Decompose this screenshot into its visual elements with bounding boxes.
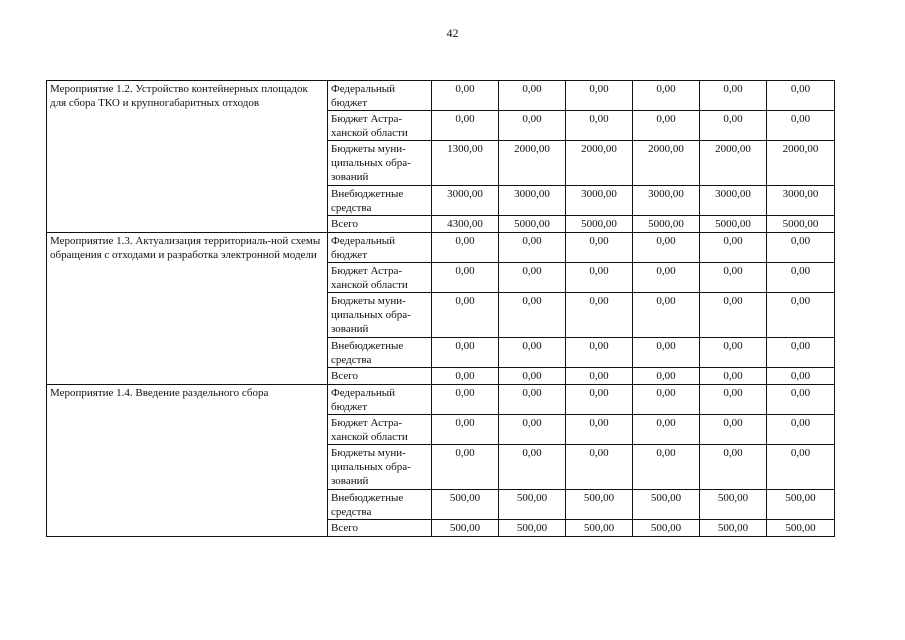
value-cell: 0,00 [432, 81, 499, 111]
value-cell: 0,00 [566, 368, 633, 385]
value-cell: 500,00 [499, 520, 566, 537]
value-cell: 0,00 [432, 415, 499, 445]
value-cell: 0,00 [566, 293, 633, 338]
value-cell: 0,00 [566, 233, 633, 263]
value-cell: 500,00 [566, 520, 633, 537]
funding-source: Внебюджетные средства [328, 338, 432, 368]
value-cell: 0,00 [633, 81, 700, 111]
value-cell: 0,00 [566, 415, 633, 445]
value-cell: 5000,00 [700, 216, 767, 233]
table-row [47, 81, 835, 111]
value-cell: 0,00 [700, 111, 767, 141]
value-cell: 0,00 [499, 293, 566, 338]
value-cell: 0,00 [700, 385, 767, 415]
value-cell: 0,00 [633, 415, 700, 445]
value-cell: 0,00 [767, 111, 835, 141]
value-cell: 3000,00 [499, 186, 566, 216]
value-cell: 0,00 [499, 338, 566, 368]
value-cell: 0,00 [432, 368, 499, 385]
funding-source: Всего [328, 520, 432, 537]
value-cell: 0,00 [499, 111, 566, 141]
value-cell: 0,00 [566, 263, 633, 293]
value-cell: 0,00 [499, 415, 566, 445]
value-cell: 0,00 [566, 445, 633, 490]
value-cell: 0,00 [700, 293, 767, 338]
value-cell: 0,00 [700, 338, 767, 368]
funding-source: Внебюджетные средства [328, 186, 432, 216]
budget-table [46, 80, 835, 537]
value-cell: 500,00 [566, 490, 633, 520]
value-cell: 0,00 [566, 111, 633, 141]
value-cell: 3000,00 [633, 186, 700, 216]
value-cell: 5000,00 [767, 216, 835, 233]
value-cell: 3000,00 [700, 186, 767, 216]
funding-source: Федеральный бюджет [328, 385, 432, 415]
value-cell: 0,00 [767, 445, 835, 490]
measure-title: Мероприятие 1.3. Актуализация территориаль-ной схемы обращения с отходами и разработка электронной модели [47, 233, 328, 385]
value-cell: 500,00 [700, 520, 767, 537]
value-cell: 0,00 [566, 338, 633, 368]
value-cell: 0,00 [633, 293, 700, 338]
value-cell: 5000,00 [633, 216, 700, 233]
value-cell: 0,00 [499, 368, 566, 385]
value-cell: 0,00 [499, 81, 566, 111]
funding-source: Всего [328, 368, 432, 385]
value-cell: 0,00 [566, 385, 633, 415]
value-cell: 500,00 [767, 520, 835, 537]
funding-source: Бюджеты муни-ципальных обра-зований [328, 141, 432, 186]
funding-source: Бюджеты муни-ципальных обра-зований [328, 445, 432, 490]
measure-title: Мероприятие 1.2. Устройство контейнерных площадок для сбора ТКО и крупногабаритных отходов [47, 81, 328, 233]
value-cell: 0,00 [432, 338, 499, 368]
value-cell: 0,00 [767, 233, 835, 263]
value-cell: 500,00 [432, 490, 499, 520]
measure-title: Мероприятие 1.4. Введение раздельного сбора [47, 385, 328, 537]
value-cell: 0,00 [432, 111, 499, 141]
value-cell: 0,00 [700, 233, 767, 263]
funding-source: Бюджет Астра-ханской области [328, 111, 432, 141]
value-cell: 0,00 [499, 385, 566, 415]
value-cell: 0,00 [633, 263, 700, 293]
value-cell: 500,00 [499, 490, 566, 520]
table-row [47, 233, 835, 263]
value-cell: 3000,00 [566, 186, 633, 216]
funding-source: Внебюджетные средства [328, 490, 432, 520]
value-cell: 0,00 [767, 385, 835, 415]
value-cell: 0,00 [767, 368, 835, 385]
value-cell: 0,00 [633, 233, 700, 263]
value-cell: 5000,00 [566, 216, 633, 233]
value-cell: 2000,00 [767, 141, 835, 186]
value-cell: 0,00 [499, 445, 566, 490]
value-cell: 4300,00 [432, 216, 499, 233]
value-cell: 5000,00 [499, 216, 566, 233]
value-cell: 0,00 [767, 81, 835, 111]
value-cell: 0,00 [633, 368, 700, 385]
value-cell: 0,00 [633, 385, 700, 415]
page-number: 42 [446, 26, 459, 40]
value-cell: 0,00 [700, 368, 767, 385]
value-cell: 0,00 [767, 338, 835, 368]
value-cell: 0,00 [700, 415, 767, 445]
funding-source: Федеральный бюджет [328, 233, 432, 263]
value-cell: 0,00 [700, 445, 767, 490]
value-cell: 0,00 [767, 263, 835, 293]
value-cell: 0,00 [432, 233, 499, 263]
value-cell: 500,00 [767, 490, 835, 520]
value-cell: 0,00 [767, 293, 835, 338]
value-cell: 2000,00 [700, 141, 767, 186]
funding-source: Бюджеты муни-ципальных обра-зований [328, 293, 432, 338]
value-cell: 0,00 [566, 81, 633, 111]
value-cell: 0,00 [633, 111, 700, 141]
value-cell: 0,00 [432, 263, 499, 293]
value-cell: 500,00 [432, 520, 499, 537]
value-cell: 1300,00 [432, 141, 499, 186]
value-cell: 0,00 [499, 263, 566, 293]
funding-source: Бюджет Астра-ханской области [328, 263, 432, 293]
value-cell: 0,00 [499, 233, 566, 263]
value-cell: 500,00 [700, 490, 767, 520]
value-cell: 500,00 [633, 490, 700, 520]
value-cell: 0,00 [633, 338, 700, 368]
value-cell: 2000,00 [566, 141, 633, 186]
funding-source: Федеральный бюджет [328, 81, 432, 111]
value-cell: 2000,00 [499, 141, 566, 186]
value-cell: 3000,00 [767, 186, 835, 216]
value-cell: 0,00 [767, 415, 835, 445]
value-cell: 3000,00 [432, 186, 499, 216]
value-cell: 0,00 [432, 445, 499, 490]
value-cell: 0,00 [700, 81, 767, 111]
value-cell: 0,00 [633, 445, 700, 490]
value-cell: 2000,00 [633, 141, 700, 186]
value-cell: 0,00 [432, 293, 499, 338]
value-cell: 500,00 [633, 520, 700, 537]
table-row [47, 385, 835, 415]
funding-source: Всего [328, 216, 432, 233]
funding-source: Бюджет Астра-ханской области [328, 415, 432, 445]
value-cell: 0,00 [432, 385, 499, 415]
value-cell: 0,00 [700, 263, 767, 293]
